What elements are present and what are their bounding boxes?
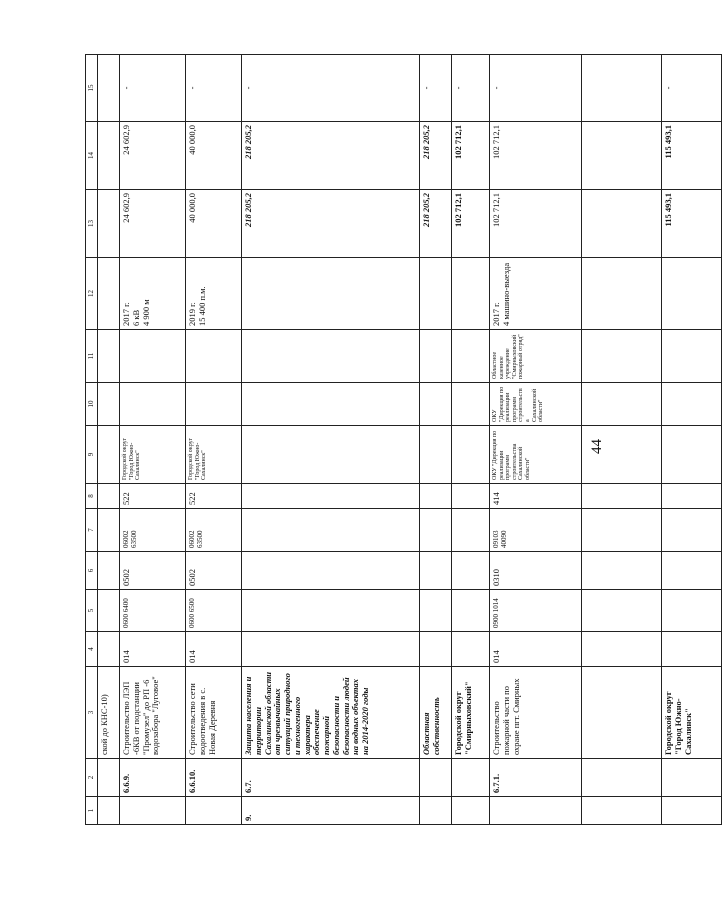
cell-col-3: Строительство пожарной части по охране пгт. Смирных	[490, 667, 582, 759]
cell-col-1	[98, 797, 120, 825]
cell-col-14	[582, 122, 662, 190]
cell-col-12: 2017 г. 4 машино-выезда	[490, 258, 582, 330]
cell-col-7: 06002 63500	[120, 509, 186, 552]
cell-col-8: 414	[490, 484, 582, 509]
cell-col-3: Защита населения и территории Сахалинской области от чрезвычайных ситуаций природного и техногенного характера обеспечение пожарной безопасности и безопасности людей на водных объектах на 2014-2020 годы	[242, 667, 420, 759]
table-row	[582, 55, 662, 825]
cell-col-12	[420, 258, 452, 330]
cell-col-1	[490, 797, 582, 825]
cell-col-2: 6.6.10.	[186, 759, 242, 797]
cell-col-12	[662, 258, 722, 330]
cell-col-10	[186, 383, 242, 426]
cell-col-15: -	[120, 55, 186, 122]
table-row	[662, 55, 722, 825]
cell-col-12	[98, 258, 120, 330]
cell-col-10	[98, 383, 120, 426]
cell-col-12	[452, 258, 490, 330]
cell-col-6	[420, 552, 452, 590]
cell-col-10	[120, 383, 186, 426]
cell-col-7	[242, 509, 420, 552]
cell-col-10	[452, 383, 490, 426]
cell-col-13: 115 493,1	[662, 190, 722, 258]
cell-col-7: 06002 63500	[186, 509, 242, 552]
cell-col-13: 218 205,2	[420, 190, 452, 258]
cell-col-4	[582, 632, 662, 667]
cell-col-2	[662, 759, 722, 797]
cell-col-12: 2017 г. 6 кВ 4 900 м	[120, 258, 186, 330]
cell-col-12	[582, 258, 662, 330]
cell-col-13	[582, 190, 662, 258]
cell-col-7	[662, 509, 722, 552]
cell-col-9	[662, 426, 722, 484]
cell-col-3: Строительство сети водоотведения в с. Новая Деревня	[186, 667, 242, 759]
cell-col-8	[242, 484, 420, 509]
cell-col-9: Городской округ "Город Южно-Сахалинск"	[186, 426, 242, 484]
cell-col-4: 014	[490, 632, 582, 667]
cell-col-14: 218 205,2	[242, 122, 420, 190]
cell-col-13: 218 205,2	[242, 190, 420, 258]
cell-col-1	[186, 797, 242, 825]
cell-col-6	[98, 552, 120, 590]
cell-col-11	[186, 330, 242, 383]
cell-col-4	[662, 632, 722, 667]
investment-table	[85, 54, 722, 825]
table-row	[420, 55, 452, 825]
cell-col-11	[120, 330, 186, 383]
cell-col-7	[582, 509, 662, 552]
cell-col-2: 6.7.1.	[490, 759, 582, 797]
cell-col-11	[582, 330, 662, 383]
cell-col-10	[420, 383, 452, 426]
cell-col-5	[452, 590, 490, 632]
cell-col-15: -	[186, 55, 242, 122]
header-cell: 4	[86, 632, 98, 667]
cell-col-14: 102 712,1	[490, 122, 582, 190]
cell-col-9	[420, 426, 452, 484]
header-cell: 1	[86, 797, 98, 825]
cell-col-14: 24 602,9	[120, 122, 186, 190]
header-cell: 14	[86, 122, 98, 190]
header-cell: 3	[86, 667, 98, 759]
cell-col-15	[98, 55, 120, 122]
cell-col-4: 014	[186, 632, 242, 667]
cell-col-8	[582, 484, 662, 509]
cell-col-11: Областное казенное учреждение "Смирныховский пожарный отряд"	[490, 330, 582, 383]
cell-col-15: -	[490, 55, 582, 122]
cell-col-1	[420, 797, 452, 825]
table-row	[186, 55, 242, 825]
cell-col-14: 40 000,0	[186, 122, 242, 190]
header-cell: 5	[86, 590, 98, 632]
cell-col-6	[452, 552, 490, 590]
cell-col-6: 0502	[186, 552, 242, 590]
cell-col-6	[582, 552, 662, 590]
cell-col-3: Областная собственность	[420, 667, 452, 759]
cell-col-5	[582, 590, 662, 632]
cell-col-15: -	[242, 55, 420, 122]
cell-col-7	[98, 509, 120, 552]
cell-col-9	[582, 426, 662, 484]
cell-col-9: Городской округ "Город Южно-Сахалинск"	[120, 426, 186, 484]
cell-col-3: ской до КНС-10)	[98, 667, 120, 759]
cell-col-9: ОКУ "Дирекция по реализации программ строительства Сахалинской области"	[490, 426, 582, 484]
cell-col-9	[98, 426, 120, 484]
cell-col-10	[582, 383, 662, 426]
cell-col-2	[452, 759, 490, 797]
cell-col-8	[452, 484, 490, 509]
cell-col-6: 0310	[490, 552, 582, 590]
cell-col-4	[242, 632, 420, 667]
cell-col-9	[242, 426, 420, 484]
cell-col-14: 102 712,1	[452, 122, 490, 190]
cell-col-3: Городской округ "Смирныховский"	[452, 667, 490, 759]
cell-col-1	[120, 797, 186, 825]
cell-col-14	[98, 122, 120, 190]
cell-col-2: 6.6.9.	[120, 759, 186, 797]
cell-col-3: Строительство ЛЭП -6КВ от подстанции "Промузел" до РП -6 водозабора "Луговое"	[120, 667, 186, 759]
table-row	[98, 55, 120, 825]
cell-col-15: -	[420, 55, 452, 122]
header-cell: 2	[86, 759, 98, 797]
cell-col-5: 0900 1014	[490, 590, 582, 632]
table-row	[242, 55, 420, 825]
header-cell: 10	[86, 383, 98, 426]
cell-col-10: ОКУ "Дирекция по реализации программ строительства Сахалинской области"	[490, 383, 582, 426]
cell-col-8	[98, 484, 120, 509]
cell-col-14: 218 205,2	[420, 122, 452, 190]
cell-col-1: 9.	[242, 797, 420, 825]
cell-col-10	[662, 383, 722, 426]
header-cell: 6	[86, 552, 98, 590]
cell-col-8	[420, 484, 452, 509]
cell-col-11	[662, 330, 722, 383]
header-cell: 12	[86, 258, 98, 330]
cell-col-8: 522	[120, 484, 186, 509]
cell-col-10	[242, 383, 420, 426]
cell-col-14: 115 493,1	[662, 122, 722, 190]
table-row	[120, 55, 186, 825]
cell-col-13: 102 712,1	[490, 190, 582, 258]
page-number: 44	[589, 439, 605, 454]
table-row	[452, 55, 490, 825]
cell-col-2	[420, 759, 452, 797]
cell-col-5	[420, 590, 452, 632]
cell-col-5	[98, 590, 120, 632]
table-row	[490, 55, 582, 825]
cell-col-11	[242, 330, 420, 383]
cell-col-15	[582, 55, 662, 122]
cell-col-5: 0600 6400	[120, 590, 186, 632]
cell-col-9	[452, 426, 490, 484]
cell-col-12	[242, 258, 420, 330]
cell-col-11	[452, 330, 490, 383]
cell-col-3	[582, 667, 662, 759]
header-cell: 11	[86, 330, 98, 383]
cell-col-6	[242, 552, 420, 590]
cell-col-6	[662, 552, 722, 590]
cell-col-13: 40 000,0	[186, 190, 242, 258]
cell-col-12: 2019 г. 15 400 п.м.	[186, 258, 242, 330]
cell-col-2	[582, 759, 662, 797]
cell-col-15: -	[452, 55, 490, 122]
cell-col-7	[452, 509, 490, 552]
cell-col-11	[420, 330, 452, 383]
cell-col-5	[662, 590, 722, 632]
cell-col-5	[242, 590, 420, 632]
cell-col-13	[98, 190, 120, 258]
cell-col-1	[452, 797, 490, 825]
cell-col-7: 09103 40090	[490, 509, 582, 552]
cell-col-8: 522	[186, 484, 242, 509]
header-cell: 15	[86, 55, 98, 122]
cell-col-15: -	[662, 55, 722, 122]
cell-col-4	[420, 632, 452, 667]
header-cell: 9	[86, 426, 98, 484]
cell-col-1	[582, 797, 662, 825]
cell-col-2: 6.7.	[242, 759, 420, 797]
cell-col-6: 0502	[120, 552, 186, 590]
cell-col-4	[452, 632, 490, 667]
header-row	[86, 55, 98, 825]
header-cell: 7	[86, 509, 98, 552]
cell-col-8	[662, 484, 722, 509]
cell-col-7	[420, 509, 452, 552]
cell-col-4	[98, 632, 120, 667]
cell-col-2	[98, 759, 120, 797]
header-cell: 13	[86, 190, 98, 258]
cell-col-1	[662, 797, 722, 825]
cell-col-11	[98, 330, 120, 383]
cell-col-3: Городской округ "Город Южно-Сахалинск"	[662, 667, 722, 759]
cell-col-13: 24 602,9	[120, 190, 186, 258]
header-cell: 8	[86, 484, 98, 509]
cell-col-4: 014	[120, 632, 186, 667]
cell-col-13: 102 712,1	[452, 190, 490, 258]
cell-col-5: 0600 6500	[186, 590, 242, 632]
